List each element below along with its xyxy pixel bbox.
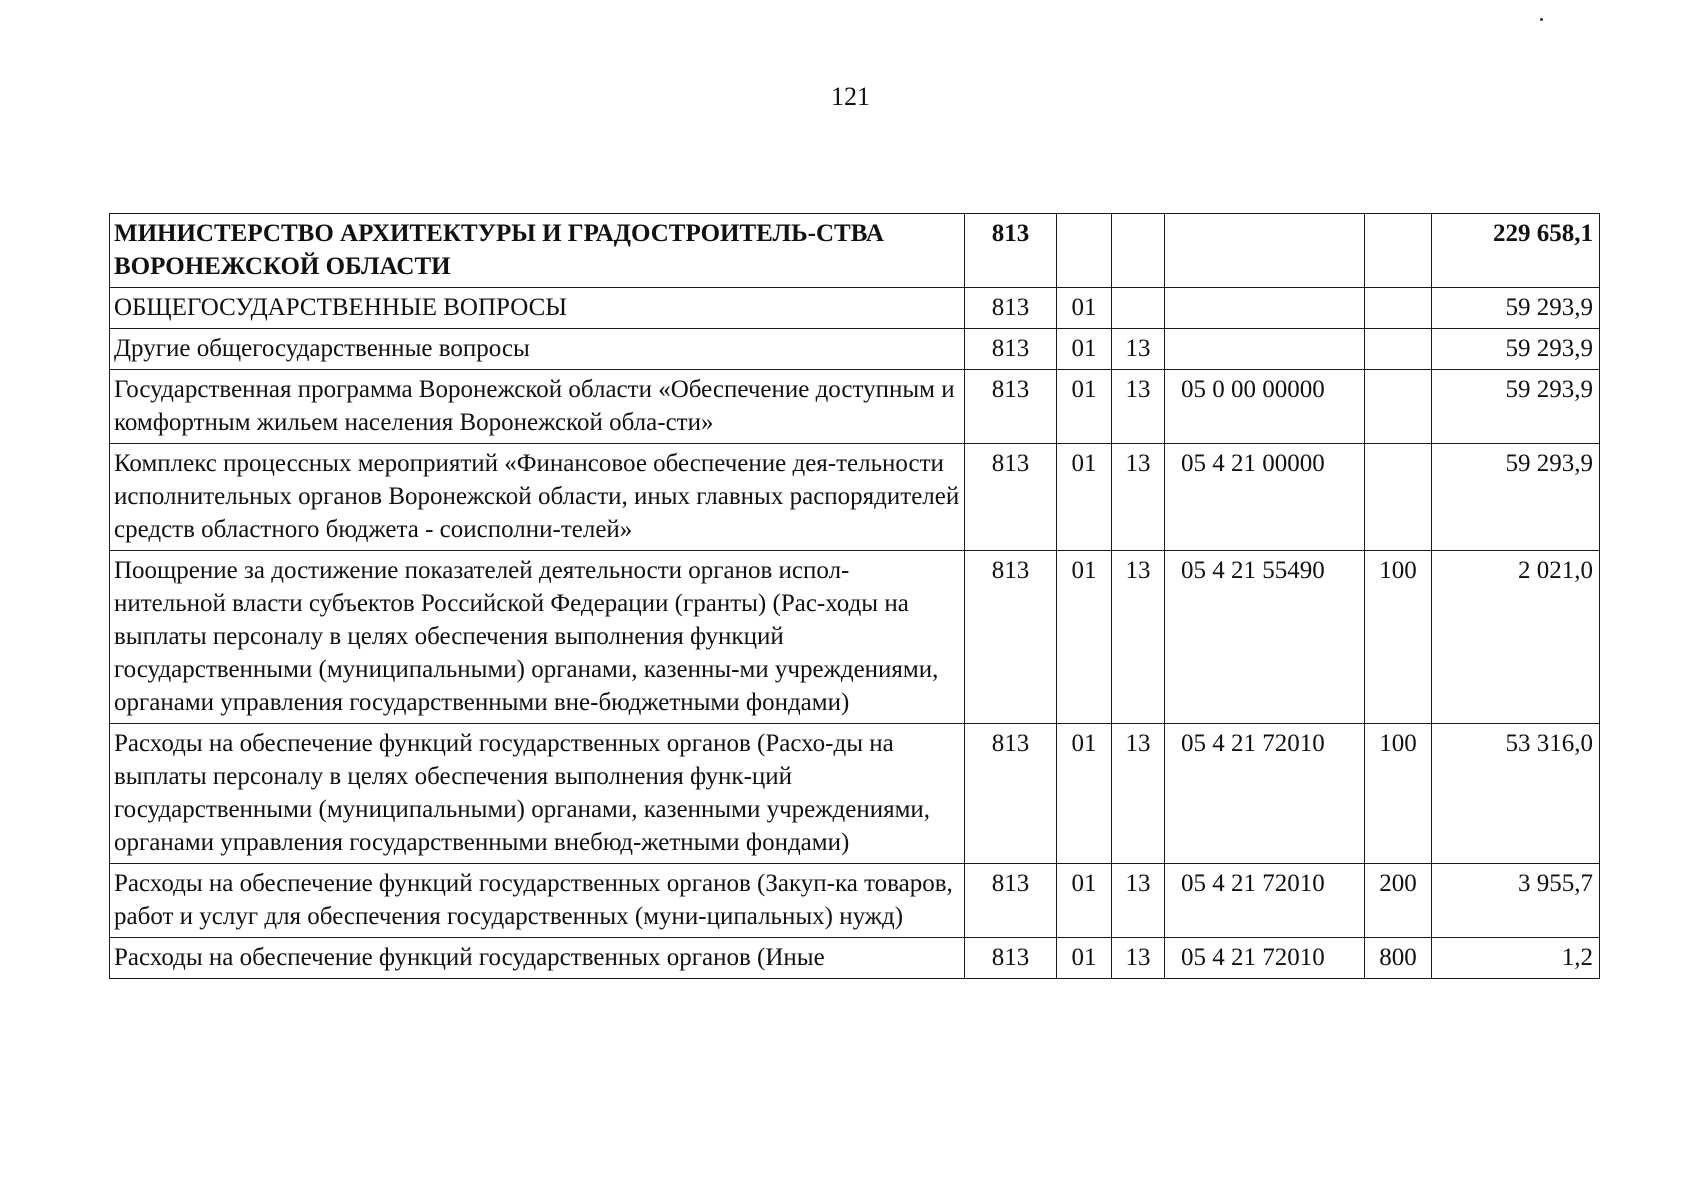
amount-cell: 229 658,1 [1432,214,1600,288]
ministry-code-cell: 813 [965,329,1057,370]
row-name-cell: Комплекс процессных мероприятий «Финансовое обеспечение дея-тельности исполнительных органов Воронежской области, иных главных распорядителей средств областного бюджета - соисполни-телей» [110,444,965,551]
row-name-cell: МИНИСТЕРСТВО АРХИТЕКТУРЫ И ГРАДОСТРОИТЕЛЬ-СТВА ВОРОНЕЖСКОЙ ОБЛАСТИ [110,214,965,288]
table-row [110,938,1600,979]
section-code-cell: 01 [1057,938,1112,979]
subsection-code-cell [1112,288,1165,329]
budget-table [109,213,1600,979]
subsection-code-cell: 13 [1112,864,1165,938]
target-article-cell: 05 4 21 55490 [1165,551,1365,724]
ministry-code-cell: 813 [965,370,1057,444]
row-name-cell: Расходы на обеспечение функций государственных органов (Расхо-ды на выплаты персоналу в целях обеспечения выполнения функ-ций государственными (муниципальными) органами, казенными учреждениями, органами управления государственными внебюд-жетными фондами) [110,724,965,864]
expense-type-cell: 200 [1365,864,1432,938]
row-name-cell: Государственная программа Воронежской области «Обеспечение доступным и комфортным жильем населения Воронежской обла-сти» [110,370,965,444]
row-name-cell: Поощрение за достижение показателей деятельности органов испол-нительной власти субъектов Российской Федерации (гранты) (Рас-ходы на выплаты персоналу в целях обеспечения выполнения функций государственными (муниципальными) органами, казенны-ми учреждениями, органами управления государственными вне-бюджетными фондами) [110,551,965,724]
subsection-code-cell: 13 [1112,444,1165,551]
ministry-code-cell: 813 [965,864,1057,938]
amount-cell: 59 293,9 [1432,444,1600,551]
ministry-code-cell: 813 [965,938,1057,979]
expense-type-cell: 100 [1365,724,1432,864]
table-row [110,444,1600,551]
amount-cell: 59 293,9 [1432,288,1600,329]
row-name-cell: Расходы на обеспечение функций государственных органов (Иные [110,938,965,979]
table-row [110,329,1600,370]
amount-cell: 1,2 [1432,938,1600,979]
ministry-code-cell: 813 [965,214,1057,288]
expense-type-cell [1365,288,1432,329]
page-number: 121 [831,82,870,111]
target-article-cell [1165,329,1365,370]
target-article-cell: 05 4 21 72010 [1165,938,1365,979]
target-article-cell [1165,288,1365,329]
expense-type-cell [1365,329,1432,370]
subsection-code-cell: 13 [1112,724,1165,864]
subsection-code-cell: 13 [1112,938,1165,979]
ministry-code-cell: 813 [965,551,1057,724]
section-code-cell: 01 [1057,329,1112,370]
section-code-cell: 01 [1057,444,1112,551]
table-row [110,551,1600,724]
section-code-cell: 01 [1057,724,1112,864]
section-code-cell: 01 [1057,864,1112,938]
expense-type-cell: 100 [1365,551,1432,724]
amount-cell: 59 293,9 [1432,329,1600,370]
row-name-cell: ОБЩЕГОСУДАРСТВЕННЫЕ ВОПРОСЫ [110,288,965,329]
expense-type-cell: 800 [1365,938,1432,979]
subsection-code-cell: 13 [1112,329,1165,370]
subsection-code-cell: 13 [1112,551,1165,724]
expense-type-cell [1365,370,1432,444]
scan-speck [1540,18,1543,21]
ministry-code-cell: 813 [965,724,1057,864]
table-row [110,288,1600,329]
expense-type-cell [1365,214,1432,288]
table-row [110,864,1600,938]
table-row [110,724,1600,864]
table-row [110,370,1600,444]
ministry-code-cell: 813 [965,288,1057,329]
section-code-cell [1057,214,1112,288]
target-article-cell: 05 4 21 00000 [1165,444,1365,551]
amount-cell: 53 316,0 [1432,724,1600,864]
subsection-code-cell: 13 [1112,370,1165,444]
ministry-code-cell: 813 [965,444,1057,551]
section-code-cell: 01 [1057,551,1112,724]
expense-type-cell [1365,444,1432,551]
amount-cell: 59 293,9 [1432,370,1600,444]
row-name-cell: Другие общегосударственные вопросы [110,329,965,370]
table-row [110,214,1600,288]
section-code-cell: 01 [1057,288,1112,329]
row-name-cell: Расходы на обеспечение функций государственных органов (Закуп-ка товаров, работ и услуг для обеспечения государственных (муни-ципальных) нужд) [110,864,965,938]
subsection-code-cell [1112,214,1165,288]
table-body [110,214,1600,979]
amount-cell: 3 955,7 [1432,864,1600,938]
amount-cell: 2 021,0 [1432,551,1600,724]
target-article-cell: 05 4 21 72010 [1165,724,1365,864]
target-article-cell [1165,214,1365,288]
section-code-cell: 01 [1057,370,1112,444]
target-article-cell: 05 0 00 00000 [1165,370,1365,444]
target-article-cell: 05 4 21 72010 [1165,864,1365,938]
